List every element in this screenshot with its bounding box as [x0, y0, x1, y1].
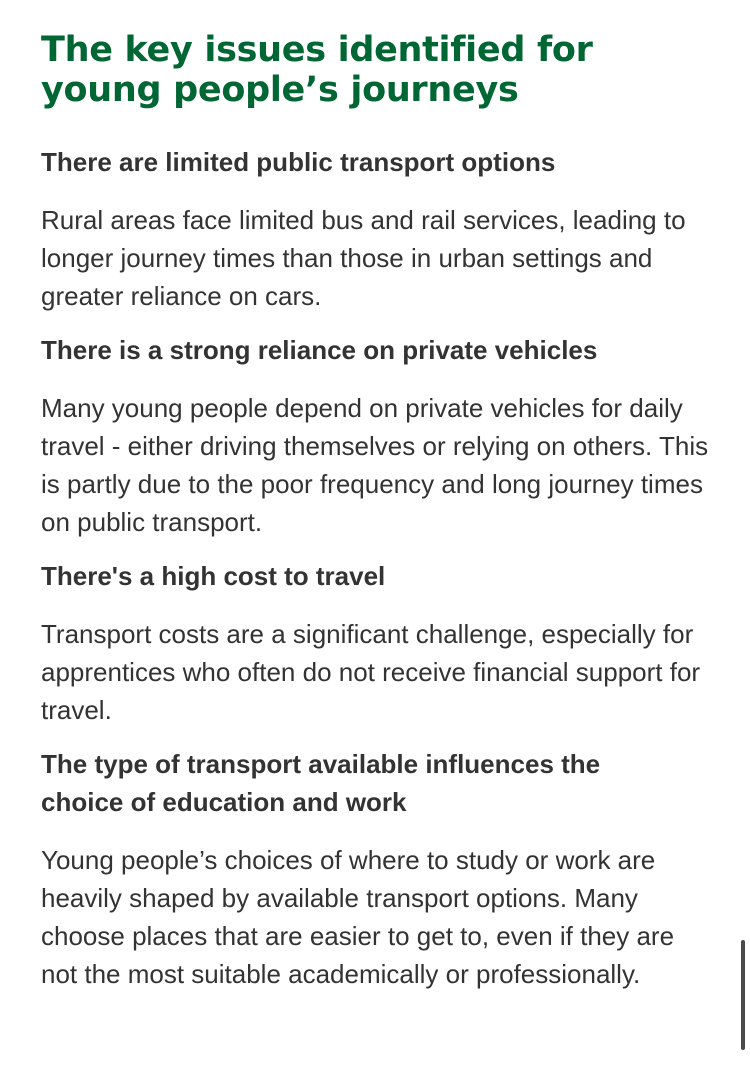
issue-body: Transport costs are a significant challenge, especially for apprentices who often do not receive financial support for travel. [41, 619, 701, 725]
issue-heading: There are limited public transport options [41, 147, 556, 177]
article [41, 30, 721, 993]
issue-transport-influences-choice [41, 745, 721, 993]
issue-private-vehicles [41, 331, 721, 541]
issue-body: Young people’s choices of where to study or work are heavily shaped by available transport options. Many choose places that are easier to get to, even if they are not the most suitable academically or professionally. [41, 845, 675, 989]
issue-body: Rural areas face limited bus and rail services, leading to longer journey times than those in urban settings and greater reliance on cars. [41, 205, 686, 311]
issue-heading: There is a strong reliance on private vehicles [41, 335, 598, 365]
page-title [41, 30, 721, 110]
issue-heading: There's a high cost to travel [41, 561, 386, 591]
issue-body: Many young people depend on private vehicles for daily travel - either driving themselves or relying on others. This is partly due to the poor frequency and long journey times on public transport. [41, 393, 709, 537]
issue-limited-public-transport [41, 143, 721, 315]
scrollbar[interactable] [741, 940, 745, 1050]
issue-high-cost [41, 557, 721, 729]
page-title-line-2: young people’s journeys [41, 70, 519, 110]
issue-heading: The type of transport available influences the choice of education and work [41, 749, 601, 817]
page-title-line-1: The key issues identified for [41, 30, 593, 70]
